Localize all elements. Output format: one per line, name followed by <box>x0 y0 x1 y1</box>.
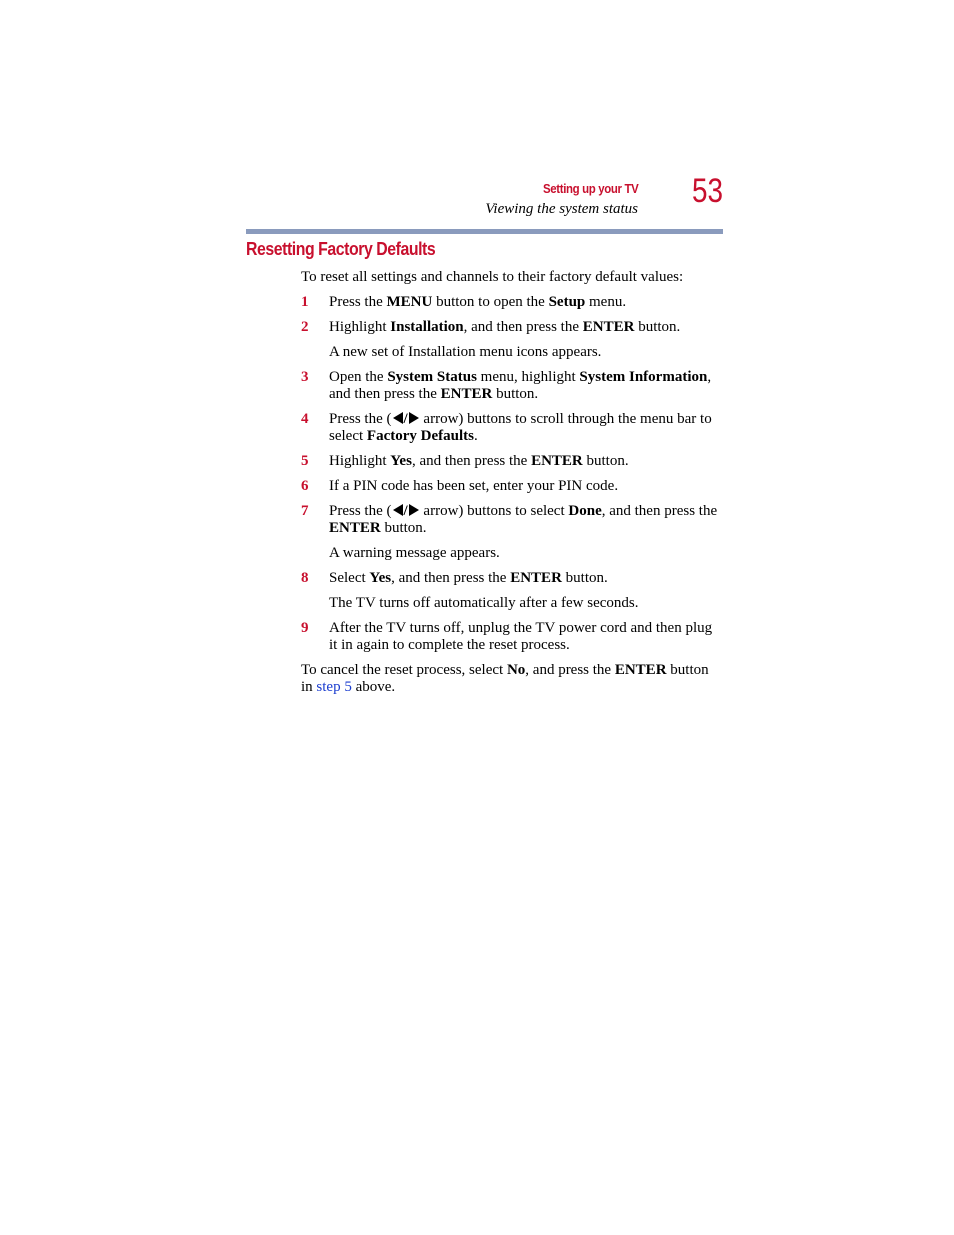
step-text: Press the ( <box>329 411 392 427</box>
step-text: . <box>473 428 478 444</box>
step-text: button. <box>634 319 681 335</box>
step-text: Select <box>329 570 370 586</box>
step-7 <box>301 503 723 537</box>
step-number: 1 <box>301 294 309 310</box>
step-text: If a PIN code has been set, enter your PIN code. <box>329 478 619 494</box>
step-2-note: A new set of Installation menu icons appears. <box>329 344 602 360</box>
section-title: Resetting Factory Defaults <box>246 239 436 259</box>
step-text: button to open the <box>432 294 549 310</box>
step-text: , and then press the <box>391 570 511 586</box>
running-header-chapter: Setting up your TV <box>542 181 638 196</box>
key-label: ENTER <box>329 520 381 536</box>
step-text: , and then press the <box>463 319 583 335</box>
option-label: Yes <box>369 570 392 586</box>
step-text: menu, highlight <box>476 369 580 385</box>
slash: / <box>403 503 408 519</box>
step-number: 7 <box>301 503 309 519</box>
step-number: 4 <box>301 411 309 427</box>
step-3 <box>301 369 723 403</box>
key-label: ENTER <box>614 662 667 678</box>
menu-label: System Status <box>387 369 477 385</box>
running-header-section: Viewing the system status <box>485 201 638 217</box>
option-label: Yes <box>390 453 412 469</box>
key-label: ENTER <box>531 453 583 469</box>
step-number: 9 <box>301 620 309 636</box>
step-text: Press the ( <box>329 503 392 519</box>
step-text: arrow) buttons to select <box>419 503 569 519</box>
step-4 <box>301 411 723 445</box>
option-label: No <box>506 662 526 678</box>
outro-segment: , and press the <box>525 662 615 678</box>
key-label: MENU <box>386 294 433 310</box>
step-text: Highlight <box>329 453 391 469</box>
step-number: 5 <box>301 453 309 469</box>
step-text: button. <box>492 386 539 402</box>
step-text: After the TV turns off, unplug the TV power cord and then plug it in again to complete the reset process. <box>329 620 713 653</box>
step-text: Press the <box>329 294 387 310</box>
option-label: Done <box>568 503 602 519</box>
key-label: ENTER <box>582 319 635 335</box>
step-5-link[interactable]: step 5 <box>316 679 352 695</box>
step-text: button. <box>561 570 608 586</box>
step-text: menu. <box>585 294 627 310</box>
step-2 <box>301 319 723 336</box>
key-label: ENTER <box>440 386 493 402</box>
header-rule <box>246 229 723 234</box>
step-text: , and then press the <box>601 503 718 519</box>
left-arrow-icon <box>392 411 404 425</box>
step-text: arrow) buttons to scroll through the menu bar to select <box>329 411 712 444</box>
key-label: ENTER <box>510 570 562 586</box>
step-number: 6 <box>301 478 309 494</box>
page-number: 53 <box>692 172 724 210</box>
step-text: , and then press the <box>411 453 532 469</box>
step-5 <box>301 453 723 470</box>
outro-segment: To cancel the reset process, select <box>301 662 507 678</box>
step-text: Open the <box>329 369 388 385</box>
step-7-note: A warning message appears. <box>329 545 500 561</box>
step-8 <box>301 570 723 587</box>
step-number: 3 <box>301 369 309 385</box>
step-number: 8 <box>301 570 309 586</box>
left-arrow-icon <box>392 503 404 517</box>
step-text: button. <box>582 453 629 469</box>
menu-label: Factory Defaults <box>366 428 474 444</box>
intro-text: To reset all settings and channels to their factory default values: <box>301 269 684 285</box>
step-text: Highlight <box>329 319 391 335</box>
menu-label: Setup <box>548 294 586 310</box>
step-6 <box>301 478 723 495</box>
slash: / <box>403 411 408 427</box>
step-number: 2 <box>301 319 309 335</box>
step-9 <box>301 620 723 654</box>
menu-label: System Information <box>579 369 708 385</box>
menu-label: Installation <box>390 319 464 335</box>
step-text: button. <box>380 520 427 536</box>
outro-text <box>301 662 723 696</box>
main-content <box>301 269 723 704</box>
outro-segment: button in <box>301 662 709 695</box>
step-8-note: The TV turns off automatically after a few seconds. <box>329 595 639 611</box>
step-1 <box>301 294 723 311</box>
step-text: , and then press the <box>329 369 712 402</box>
right-arrow-icon <box>408 503 420 517</box>
right-arrow-icon <box>408 411 420 425</box>
outro-segment: above. <box>351 679 396 695</box>
